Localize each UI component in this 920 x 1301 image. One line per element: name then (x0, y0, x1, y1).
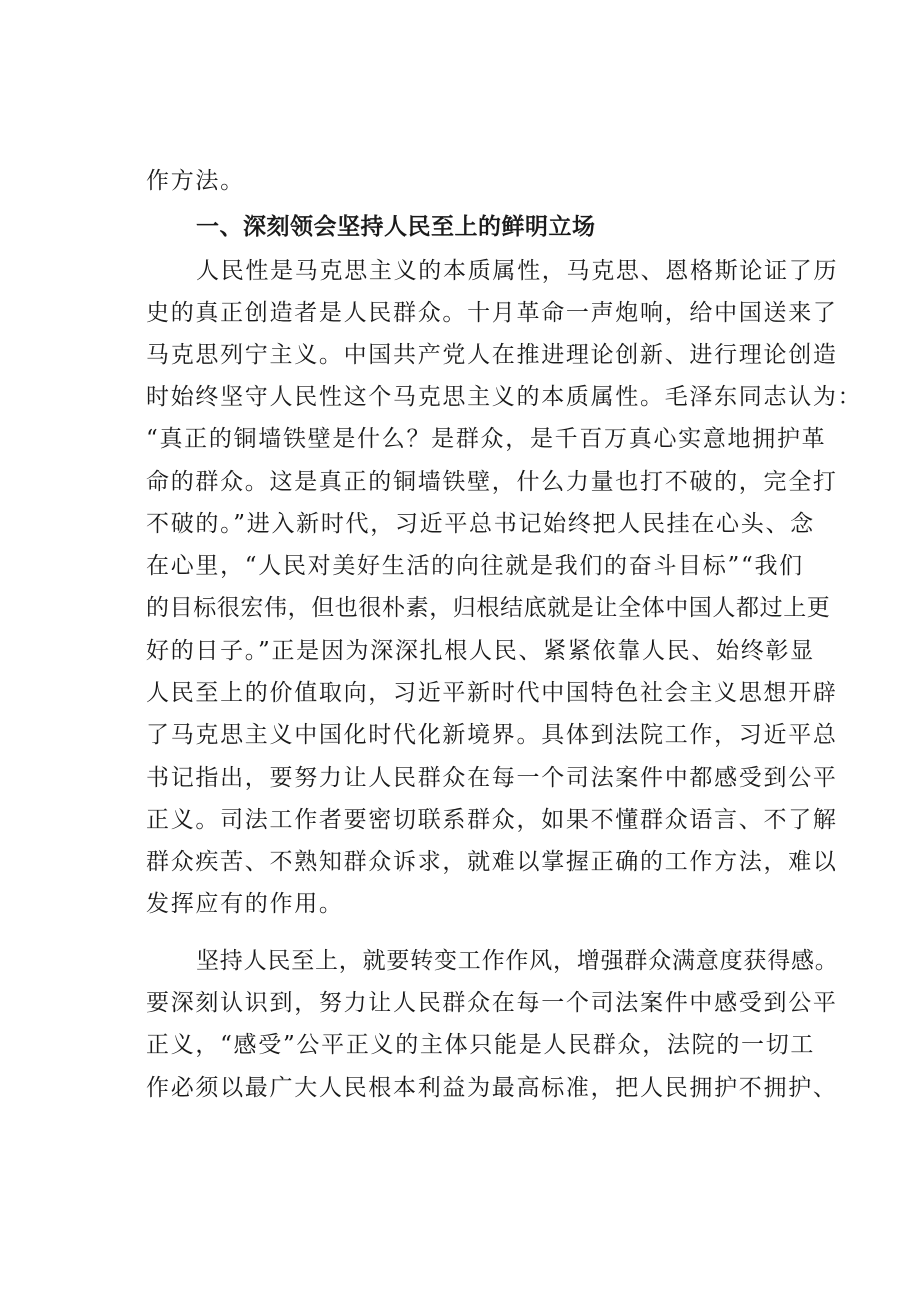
paragraph-line: 了马克思主义中国化时代化新境界。具体到法院工作，习近平总 (146, 722, 838, 748)
paragraph-line: 正义。司法工作者要密切联系群众，如果不懂群众语言、不了解 (146, 807, 838, 833)
paragraph-line: 不破的。”进入新时代，习近平总书记始终把人民挂在心头、念 (146, 511, 815, 537)
paragraph-line: 的目标很宏伟，但也很朴素，归根结底就是让全体中国人都过上更 (146, 595, 831, 621)
paragraph-line: 时始终坚守人民性这个马克思主义的本质属性。毛泽东同志认为： (146, 384, 863, 410)
paragraph-line: 命的群众。这是真正的铜墙铁壁，什么力量也打不破的，完全打 (146, 469, 838, 495)
paragraph-line: 书记指出，要努力让人民群众在每一个司法案件中都感受到公平 (146, 765, 838, 791)
section-heading: 一、深刻领会坚持人民至上的鲜明立场 (196, 214, 596, 240)
paragraph-line: 史的真正创造者是人民群众。十月革命一声炮响，给中国送来了 (146, 300, 838, 326)
paragraph-line: 人民性是马克思主义的本质属性，马克思、恩格斯论证了历 (196, 258, 839, 284)
paragraph-line: “真正的铜墙铁壁是什么？是群众，是千百万真心实意地拥护革 (146, 426, 827, 452)
paragraph-line: 要深刻认识到，努力让人民群众在每一个司法案件中感受到公平 (146, 990, 838, 1016)
paragraph-line: 坚持人民至上，就要转变工作作风，增强群众满意度获得感。 (196, 948, 839, 974)
paragraph-line: 作方法。 (146, 168, 245, 194)
paragraph-line: 正义，“感受”公平正义的主体只能是人民群众，法院的一切工 (146, 1032, 816, 1058)
paragraph-line: 人民至上的价值取向，习近平新时代中国特色社会主义思想开辟 (146, 680, 838, 706)
paragraph-line: 在心里，“人民对美好生活的向往就是我们的奋斗目标”“我们 (146, 553, 804, 579)
paragraph-line: 马克思列宁主义。中国共产党人在推进理论创新、进行理论创造 (146, 342, 838, 368)
paragraph-line: 群众疾苦、不熟知群众诉求，就难以掌握正确的工作方法，难以 (146, 849, 838, 875)
paragraph-line: 好的日子。”正是因为深深扎根人民、紧紧依靠人民、始终彰显 (146, 638, 815, 664)
paragraph-line: 作必须以最广大人民根本利益为最高标准，把人民拥护不拥护、 (146, 1075, 838, 1101)
paragraph-line: 发挥应有的作用。 (146, 891, 344, 917)
